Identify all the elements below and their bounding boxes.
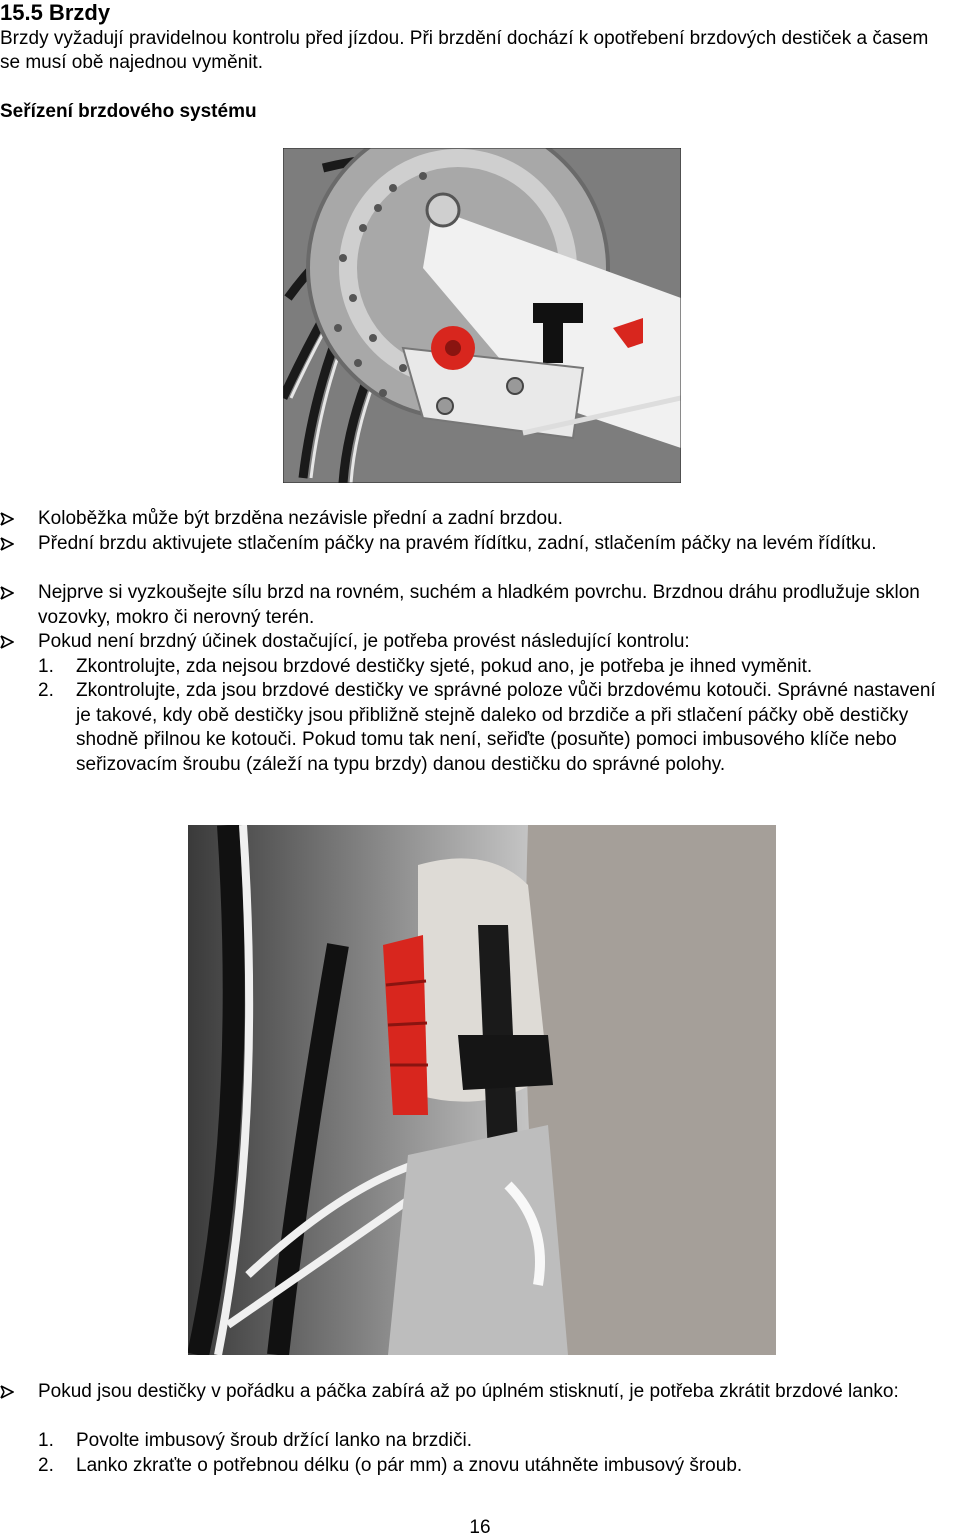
bullet-text: Přední brzdu aktivujete stlačením páčky na pravém řídítku, zadní, stlačením páčky na levém řídítku. — [38, 533, 877, 554]
step-number: 1. — [38, 656, 54, 677]
step-text: Povolte imbusový šroub držící lanko na brzdiči. — [76, 1430, 473, 1451]
brake-pads-closeup-photo — [188, 825, 776, 1355]
step-number: 1. — [38, 1430, 54, 1451]
bullet-text: Nejprve si vyzkoušejte sílu brzd na rovném, suchém a hladkém povrchu. Brzdnou dráhu prodlužuje sklon vozovky, mokro či nerovný terén. — [38, 582, 920, 628]
arrow-bullet-icon — [0, 532, 14, 556]
brake-caliper-photo — [283, 148, 681, 483]
arrow-bullet-icon — [0, 1380, 14, 1404]
arrow-bullet-icon — [0, 630, 14, 654]
step-text: Zkontrolujte, zda nejsou brzdové destičky sjeté, pokud ano, je potřeba je ihned vyměnit. — [76, 656, 813, 677]
arrow-bullet-icon — [0, 507, 14, 531]
section-title: 15.5 Brzdy — [0, 0, 111, 25]
step-number: 2. — [38, 680, 54, 701]
arrow-bullet-icon — [0, 581, 14, 605]
bullet-text: Pokud jsou destičky v pořádku a páčka zabírá až po úplném stisknutí, je potřeba zkrátit brzdové lanko: — [38, 1381, 899, 1402]
step-text: Zkontrolujte, zda jsou brzdové destičky ve správné poloze vůči brzdovému kotouči. Správné nastavení je takové, kdy obě destičky jsou přibližně stejně daleko od brzdiče a při stlačení páčky obě destičky shodně přilnou ke kotouči. Pokud tomu tak není, seřiďte (posuňte) pomoci imbusového klíče nebo seřizovacím šroubu (záleží na typu brzdy) danou destičku do správné polohy. — [76, 680, 936, 775]
step-number: 2. — [38, 1455, 54, 1476]
intro-paragraph: Brzdy vyžadují pravidelnou kontrolu před jízdou. Při brzdění dochází k opotřebení brzdových destiček a časem se musí obě najednou vyměnit. — [0, 28, 929, 73]
page-number: 16 — [469, 1517, 491, 1538]
subheading: Seřízení brzdového systému — [0, 101, 257, 122]
bullet-text: Pokud není brzdný účinek dostačující, je potřeba provést následující kontrolu: — [38, 631, 690, 652]
bullet-text: Koloběžka může být brzděna nezávisle přední a zadní brzdou. — [38, 508, 563, 529]
step-text: Lanko zkraťte o potřebnou délku (o pár mm) a znovu utáhněte imbusový šroub. — [76, 1455, 743, 1476]
